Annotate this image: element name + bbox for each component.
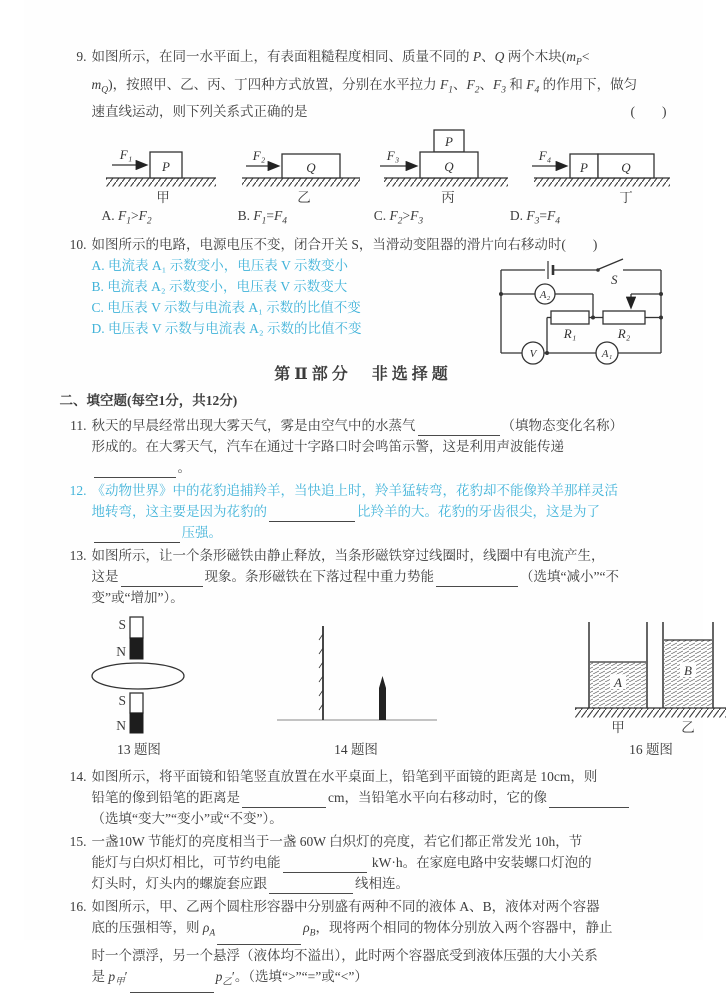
question-number: 16. — [60, 896, 87, 993]
question-text-line: 时一个漂浮，另一个悬浮（液体均不溢出），此时两个容器底受到液体压强的大小关系 — [92, 945, 667, 966]
option-a: A. 电流表 A₁ 示数变小，电压表 V 示数变小 — [92, 255, 479, 276]
question-number: 10. — [60, 234, 87, 339]
pencil-icon — [379, 676, 386, 720]
question-text-line: 是 $p_甲'$ $p_乙'$。（选填“>”“=”或“<”） — [92, 966, 667, 993]
question-stem: 如图所示的电路，电源电压不变，闭合开关 S，当滑动变阻器的滑片向右移动时( ) — [92, 234, 667, 255]
question-number: 9. — [60, 46, 87, 232]
block-label: P — [444, 134, 453, 149]
container-label: 乙 — [681, 720, 695, 735]
question-number: 12. — [60, 480, 87, 543]
question-13 — [60, 545, 667, 608]
question-text-line: 一盏10W 节能灯的亮度相当于一盏 60W 白炽灯的亮度，若它们都正常发光 10h，节 — [92, 831, 667, 852]
force-label: F₂ — [251, 148, 265, 163]
block-label: Q — [621, 160, 631, 175]
ammeter-a1-label: A₁ — [600, 348, 612, 360]
block-label: P — [161, 159, 170, 174]
figure-caption: 丁 — [619, 190, 633, 205]
block-label: Q — [306, 160, 316, 175]
fill-in-section-title: 二、填空题(每空1分，共12分) — [60, 390, 667, 411]
question-11 — [60, 415, 667, 478]
question-text-line: $m_Q$)，按照甲、乙、丙、丁四种方式放置，分别在水平拉力 $F_1$、$F_2$、$F_3$ 和 $F_4$ 的作用下，做匀 — [92, 74, 667, 102]
figure-16-column — [569, 614, 726, 758]
circuit-diagram — [491, 254, 669, 364]
option-b: B. $F_1=F_4$ — [238, 206, 374, 232]
question-text-line: 如图所示，甲、乙两个圆柱形容器中分别盛有两种不同的液体 A、B，液体对两个容器 — [92, 896, 667, 917]
question-text-line: 秋天的早晨经常出现大雾天气，雾是由空气中的水蒸气 （填物态变化名称） — [92, 415, 667, 436]
question-text-line: 如图所示，让一个条形磁铁由静止释放，当条形磁铁穿过线圈时，线圈中有电流产生， — [92, 545, 667, 566]
rheostat-r2-icon — [603, 311, 645, 324]
question9-options — [92, 206, 667, 232]
voltmeter-label: V — [529, 348, 537, 360]
question-text-line: （选填“变大”“变小”或“不变”）。 — [92, 808, 667, 829]
figure-14-column — [269, 614, 444, 758]
question10-options — [92, 255, 479, 339]
question-9 — [60, 46, 667, 232]
question-number: 13. — [60, 545, 87, 608]
question-text-line: 地转弯，这主要是因为花豹的 比羚羊的大。花豹的牙齿很尖，这是为了 — [92, 501, 667, 522]
question-text-line: 形成的。在大雾天气，汽车在通过十字路口时会鸣笛示警，这是利用声波能传递 — [92, 436, 667, 457]
ammeter-a1-icon — [596, 342, 618, 364]
figure-caption: 甲 — [156, 190, 170, 205]
question-text-line: 底的压强相等，则 $\rho_A$ $\rho_B$，现将两个相同的物体分别放入两个容器中，静止 — [92, 917, 667, 945]
option-c: C. 电压表 V 示数与电流表 A₁ 示数的比值不变 — [92, 297, 479, 318]
magnet-pole-label: S — [118, 693, 126, 708]
question-text-line: 变”或“增加”）。 — [92, 587, 667, 608]
force-label: F₄ — [537, 148, 551, 163]
question-text-line: 如图所示，将平面镜和铅笔竖直放置在水平桌面上，铅笔到平面镜的距离是 10cm，则 — [92, 766, 667, 787]
battery-icon — [548, 261, 553, 279]
part2-header: 第Ⅱ部分 非选择题 — [60, 361, 667, 384]
ammeter-a2-icon — [535, 284, 555, 304]
figure-caption: 16 题图 — [569, 738, 726, 758]
question-text-line: 这是 现象。条形磁铁在下落过程中重力势能 （选填“减小”“不 — [92, 566, 667, 587]
question-number: 11. — [60, 415, 87, 478]
question-text-line: 压强。 — [92, 522, 667, 543]
option-a: A. $F_1>F_2$ — [102, 206, 238, 232]
block-label: Q — [444, 159, 454, 174]
magnet-pole-label: S — [118, 617, 126, 632]
question-text-line: 灯头时，灯头内的螺旋套应跟 线相连。 — [92, 873, 667, 894]
bottom-figure-row — [60, 614, 667, 758]
figure-caption: 14 题图 — [269, 738, 444, 758]
question-10 — [60, 234, 667, 339]
mirror-pencil-diagram — [269, 614, 444, 736]
question-15 — [60, 831, 667, 894]
question-14 — [60, 766, 667, 829]
rheostat-r2-label: R₂ — [616, 326, 630, 341]
block-label: P — [579, 160, 588, 175]
exam-page — [24, 0, 703, 940]
question-text-line: 。 — [92, 457, 667, 478]
figure-block-p-diagram — [92, 126, 232, 206]
magnet-coil-diagram — [72, 614, 207, 736]
resistor-r1-icon — [551, 311, 589, 324]
question-text-line: 速直线运动，则下列关系式正确的是 ( ) — [92, 101, 667, 122]
question-text-line: 《动物世界》中的花豹追捕羚羊，当快追上时，羚羊猛转弯，花豹却不能像羚羊那样灵活 — [92, 480, 667, 501]
force-label: F₃ — [385, 148, 398, 163]
question9-figure-row — [92, 126, 667, 206]
liquid-containers-diagram — [569, 614, 726, 736]
resistor-r1-label: R₁ — [562, 326, 575, 341]
option-b: B. 电流表 A₂ 示数变小，电压表 V 示数变大 — [92, 276, 479, 297]
figure-caption: 乙 — [297, 190, 311, 205]
switch-label: S — [611, 272, 618, 287]
question-text-line: 铅笔的像到铅笔的距离是 cm，当铅笔水平向右移动时，它的像 — [92, 787, 667, 808]
liquid-a-label: A — [613, 675, 622, 690]
figure-caption: 丙 — [441, 190, 455, 205]
container-label: 甲 — [611, 720, 625, 735]
question-number: 14. — [60, 766, 87, 829]
figure-caption: 13 题图 — [72, 738, 207, 758]
question-12 — [60, 480, 667, 543]
liquid-b-label: B — [684, 663, 692, 678]
question-text-line: 能灯与白炽灯相比，可节约电能 kW·h。在家庭电路中安装螺口灯泡的 — [92, 852, 667, 873]
magnet-pole-label: N — [116, 644, 126, 659]
question-text-line: 如图所示，在同一水平面上，有表面粗糙程度相同、质量不同的 P、Q 两个木块($m_P<$ — [92, 46, 667, 74]
figure-block-q-diagram — [232, 126, 372, 206]
switch-icon — [596, 259, 623, 272]
option-d: D. $F_3=F_4$ — [510, 206, 667, 232]
magnet-pole-label: N — [116, 718, 126, 733]
option-c: C. $F_2>F_3$ — [374, 206, 510, 232]
ammeter-a2-label: A₂ — [538, 289, 550, 301]
figure-side-by-side-blocks-diagram — [522, 126, 692, 206]
figure-stacked-blocks-diagram — [372, 126, 522, 206]
question-16 — [60, 896, 667, 993]
voltmeter-icon — [522, 342, 544, 364]
force-label: F₁ — [118, 147, 131, 162]
figure-13-column — [72, 614, 207, 758]
question-number: 15. — [60, 831, 87, 894]
option-d: D. 电压表 V 示数与电流表 A₂ 示数的比值不变 — [92, 318, 479, 339]
